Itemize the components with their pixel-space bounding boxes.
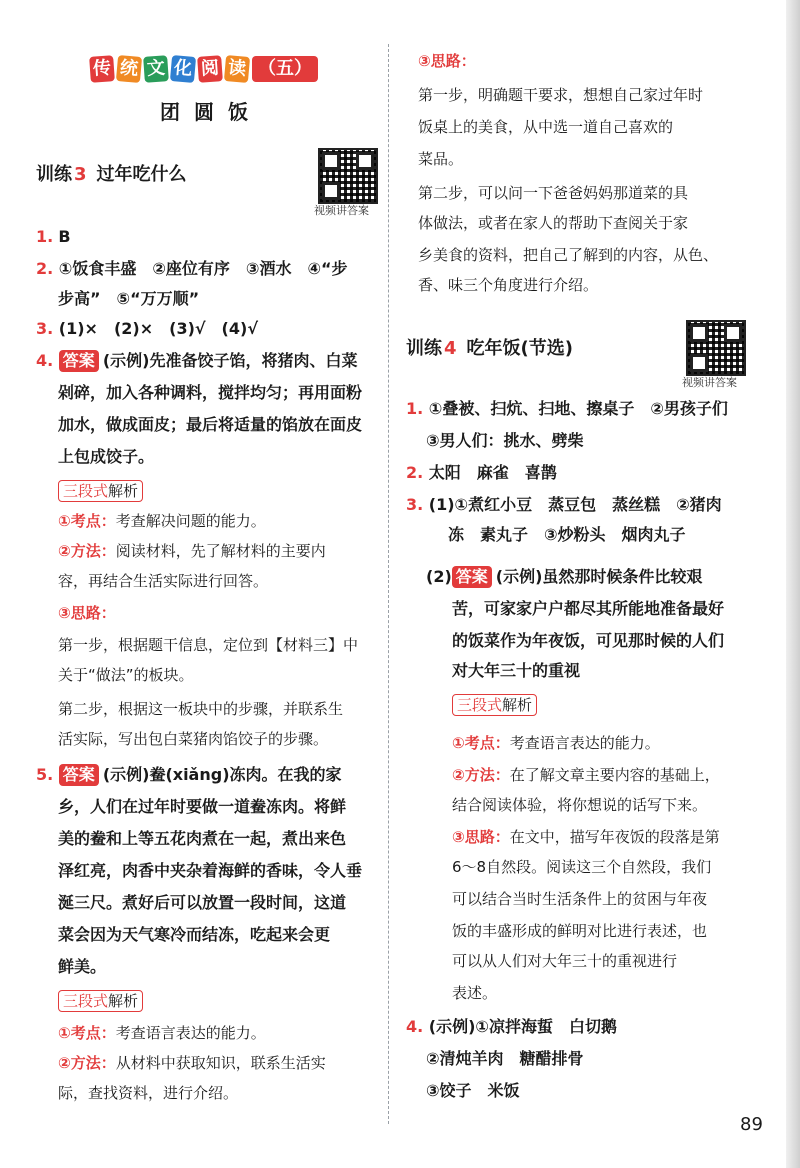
analysis-point: ①考点：考查语言表达的能力。: [452, 734, 660, 752]
qr-caption: 视频讲答案: [314, 204, 369, 217]
text-line: 第二步，可以问一下爸爸妈妈那道菜的具: [418, 184, 689, 202]
text-line: 菜品。: [418, 150, 464, 168]
analysis-point: ①考点：考查语言表达的能力。: [58, 1024, 266, 1042]
qr-caption: 视频讲答案: [682, 376, 737, 389]
qr-code-train3[interactable]: [318, 148, 378, 204]
text-line: 第二步，根据这一板块中的步骤，并联系生: [58, 700, 344, 718]
text-line: 第一步，根据题干信息，定位到【材料三】中: [58, 636, 359, 654]
text-line: 上包成饺子。: [58, 447, 155, 466]
text-line: 容，再结合生活实际进行回答。: [58, 572, 269, 590]
answer-q2: 2. ①饭食丰盛 ②座位有序 ③酒水 ④“步: [36, 259, 348, 278]
text-line: ③饺子 米饭: [426, 1081, 520, 1100]
text-line: 际，查找资料，进行介绍。: [58, 1084, 239, 1102]
answer-q3-2: (2) 答案 (示例)虽然那时候条件比较艰: [426, 567, 703, 586]
text-line: 乡，人们在过年时要做一道鲞冻肉。将鲜: [58, 797, 347, 816]
column-divider: [388, 44, 389, 1124]
answer-q4: 4. (示例)①凉拌海蜇 白切鹅: [406, 1017, 617, 1036]
section-heading-train4: 训练 4 吃年饭(节选): [406, 338, 573, 359]
text-line: 剁碎，加入各种调料，搅拌均匀；再用面粉: [58, 383, 363, 402]
answer-q3: 3. (1)× (2)× (3)√ (4)√: [36, 319, 258, 338]
text-line: 对大年三十的重视: [452, 661, 581, 680]
page-edge-shadow: [786, 0, 800, 1168]
text-line: 表述。: [452, 984, 498, 1002]
title-char: 读: [224, 55, 250, 83]
text-line: 美的鲞和上等五花肉煮在一起，煮出来色: [58, 829, 347, 848]
title-char: 文: [143, 55, 169, 83]
text-line: 的饭菜作为年夜饭，可见那时候的人们: [452, 631, 725, 650]
analysis-method: ②方法：在了解文章主要内容的基础上，: [452, 766, 720, 784]
text-line: 苦，可家家户户都尽其所能地准备最好: [452, 599, 725, 618]
text-line: 饭桌上的美食，从中选一道自己喜欢的: [418, 118, 674, 136]
text-line: 乡美食的资料，把自己了解到的内容，从色、: [418, 246, 719, 264]
text-line: 冻 素丸子 ③炒粉头 烟肉丸子: [448, 525, 686, 544]
text-line: 泽红亮，肉香中夹杂着海鲜的香味，令人垂: [58, 861, 363, 880]
page-number: 89: [740, 1114, 763, 1135]
section-heading-train3: 训练 3 过年吃什么: [36, 164, 187, 185]
answer-q1: 1. B: [36, 227, 71, 246]
title-char: 阅: [197, 55, 223, 83]
text-line: 饭的丰盛形成的鲜明对比进行表述，也: [452, 922, 708, 940]
answer-q2: 2. 太阳 麻雀 喜鹊: [406, 463, 557, 482]
analysis-point: ①考点：考查解决问题的能力。: [58, 512, 266, 530]
title-char: 统: [116, 55, 142, 83]
text-line: 第一步，明确题干要求，想想自己家过年时: [418, 86, 704, 104]
qr-code-train4[interactable]: [686, 320, 746, 376]
title-number: （五）: [252, 56, 318, 82]
text-line: 活实际，写出包白菜猪肉馅饺子的步骤。: [58, 730, 329, 748]
answer-q1: 1. ①叠被、扫炕、扫地、擦桌子 ②男孩子们: [406, 399, 728, 418]
text-line: 结合阅读体验，将你想说的话写下来。: [452, 796, 708, 814]
title-char: 传: [89, 55, 115, 83]
answer-q3: 3. (1)①煮红小豆 蒸豆包 蒸丝糕 ②猪肉: [406, 495, 722, 514]
answer-q5: 5. 答案 (示例)鲞(xiǎng)冻肉。在我的家: [36, 765, 342, 784]
analysis-idea: ③思路：: [418, 52, 476, 70]
text-line: 可以从人们对大年三十的重视进行: [452, 952, 678, 970]
text-line: 香、味三个角度进行介绍。: [418, 276, 599, 294]
text-line: 涎三尺。煮好后可以放置一段时间，这道: [58, 893, 347, 912]
text-line: ③男人们：挑水、劈柴: [426, 431, 584, 450]
text-line: 可以结合当时生活条件上的贫困与年夜: [452, 890, 708, 908]
text-line: 加水，做成面皮；最后将适量的馅放在面皮: [58, 415, 363, 434]
analysis-badge: 三段式解析: [58, 476, 143, 506]
analysis-method: ②方法：从材料中获取知识，联系生活实: [58, 1054, 326, 1072]
title-char: 化: [170, 55, 196, 83]
page-subtitle: 团圆饭: [160, 100, 262, 124]
text-line: ②清炖羊肉 糖醋排骨: [426, 1049, 584, 1068]
text-line: 6～8自然段。阅读这三个自然段，我们: [452, 858, 712, 876]
analysis-idea: ③思路：在文中，描写年夜饭的段落是第: [452, 828, 720, 846]
text-line: 菜会因为天气寒冷而结冻，吃起来会更: [58, 925, 331, 944]
text-line: 体做法，或者在家人的帮助下查阅关于家: [418, 214, 689, 232]
analysis-idea: ③思路：: [58, 604, 116, 622]
analysis-badge: 三段式解析: [452, 690, 537, 720]
answer-q4: 4. 答案 (示例)先准备饺子馅，将猪肉、白菜: [36, 351, 358, 370]
analysis-method: ②方法：阅读材料，先了解材料的主要内: [58, 542, 326, 560]
analysis-badge: 三段式解析: [58, 986, 143, 1016]
answer-q2-cont: 步高” ⑤“万万顺”: [58, 289, 200, 308]
text-line: 关于“做法”的板块。: [58, 666, 194, 684]
text-line: 鲜美。: [58, 957, 107, 976]
page-title: [90, 56, 318, 82]
